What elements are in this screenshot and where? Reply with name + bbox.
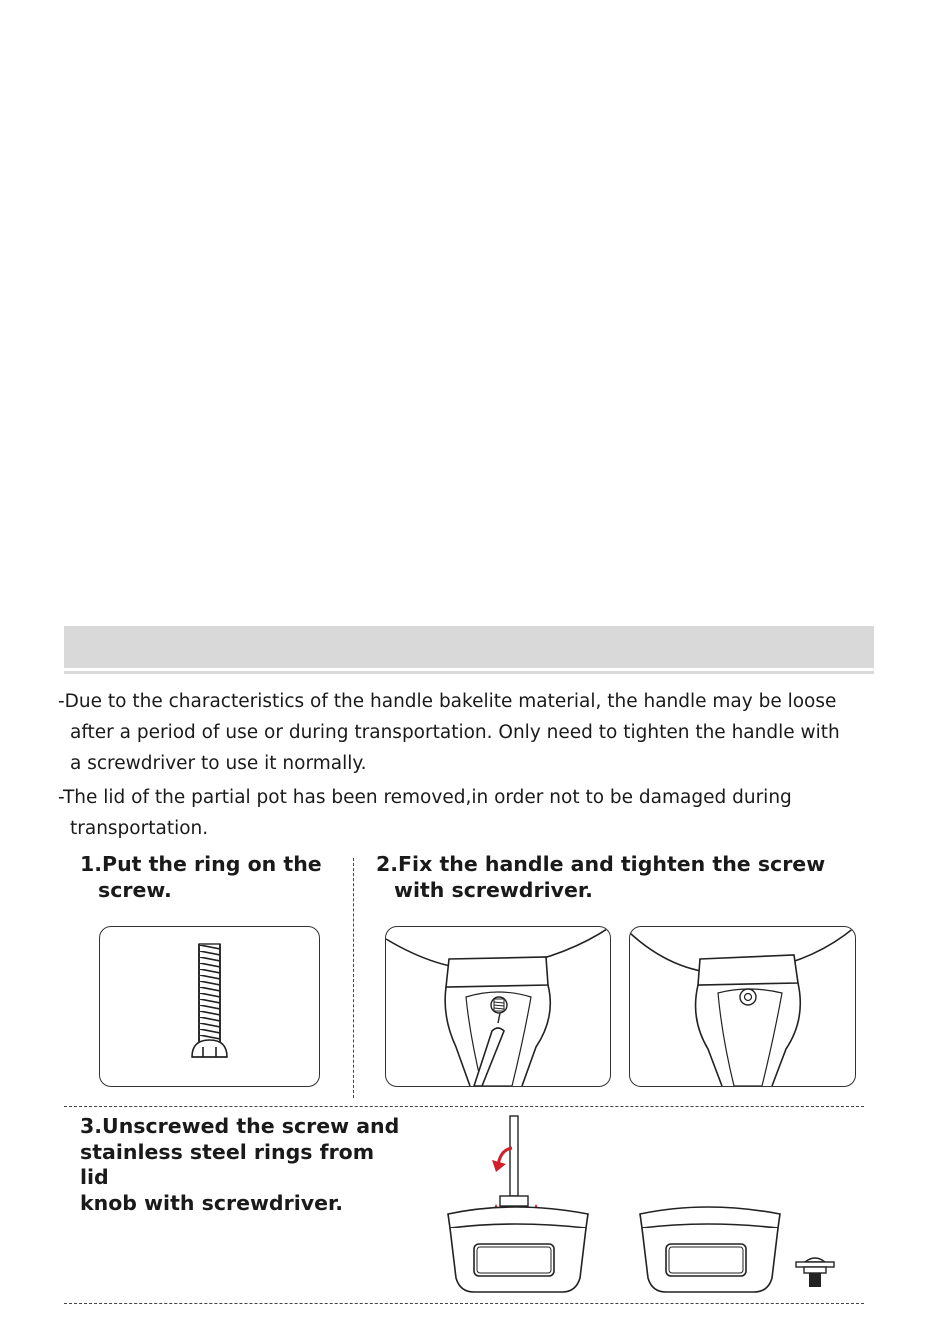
paragraph-handle-loose <box>58 686 878 779</box>
screw-panel <box>99 926 320 1087</box>
step-2-heading <box>376 852 856 903</box>
handle-screwdriver-panel <box>385 926 611 1087</box>
step-1-heading <box>80 852 350 903</box>
section-header-underline <box>64 671 874 674</box>
lid-removal-icon <box>440 1112 600 1298</box>
step-3-line3: knob with screwdriver. <box>80 1190 343 1215</box>
step-1-line1: 1.Put the ring on the <box>80 852 322 876</box>
horizontal-divider-bottom <box>64 1303 864 1304</box>
paragraph2-line1: -The lid of the partial pot has been removed,in order not to be damaged during <box>58 787 792 808</box>
horizontal-divider-top <box>64 1106 864 1107</box>
step-3-line2: stainless steel rings from lid <box>80 1139 375 1189</box>
handle-tightened-panel <box>629 926 856 1087</box>
step-2-line2: with screwdriver. <box>394 877 593 902</box>
paragraph1-line1: -Due to the characteristics of the handle bakelite material, the handle may be loose <box>58 691 837 712</box>
vertical-divider <box>353 858 354 1098</box>
screw-icon <box>100 927 319 1086</box>
paragraph1-line2: after a period of use or during transportation. Only need to tighten the handle with <box>70 722 840 743</box>
step-2-line1: 2.Fix the handle and tighten the screw <box>376 852 826 876</box>
knob-ring-icon <box>792 1252 838 1290</box>
handle-tightened-icon <box>630 927 855 1086</box>
step-1-line2: screw. <box>98 877 172 902</box>
step-3-line1: 3.Unscrewed the screw and <box>80 1114 400 1138</box>
paragraph1-line3: a screwdriver to use it normally. <box>70 753 367 774</box>
paragraph2-line2: transportation. <box>70 818 209 839</box>
section-header-bar <box>64 626 874 668</box>
step-3-heading <box>80 1114 400 1216</box>
lid-without-knob-icon <box>636 1200 786 1298</box>
paragraph-lid-removed <box>58 782 878 844</box>
handle-with-screwdriver-icon <box>386 927 610 1086</box>
